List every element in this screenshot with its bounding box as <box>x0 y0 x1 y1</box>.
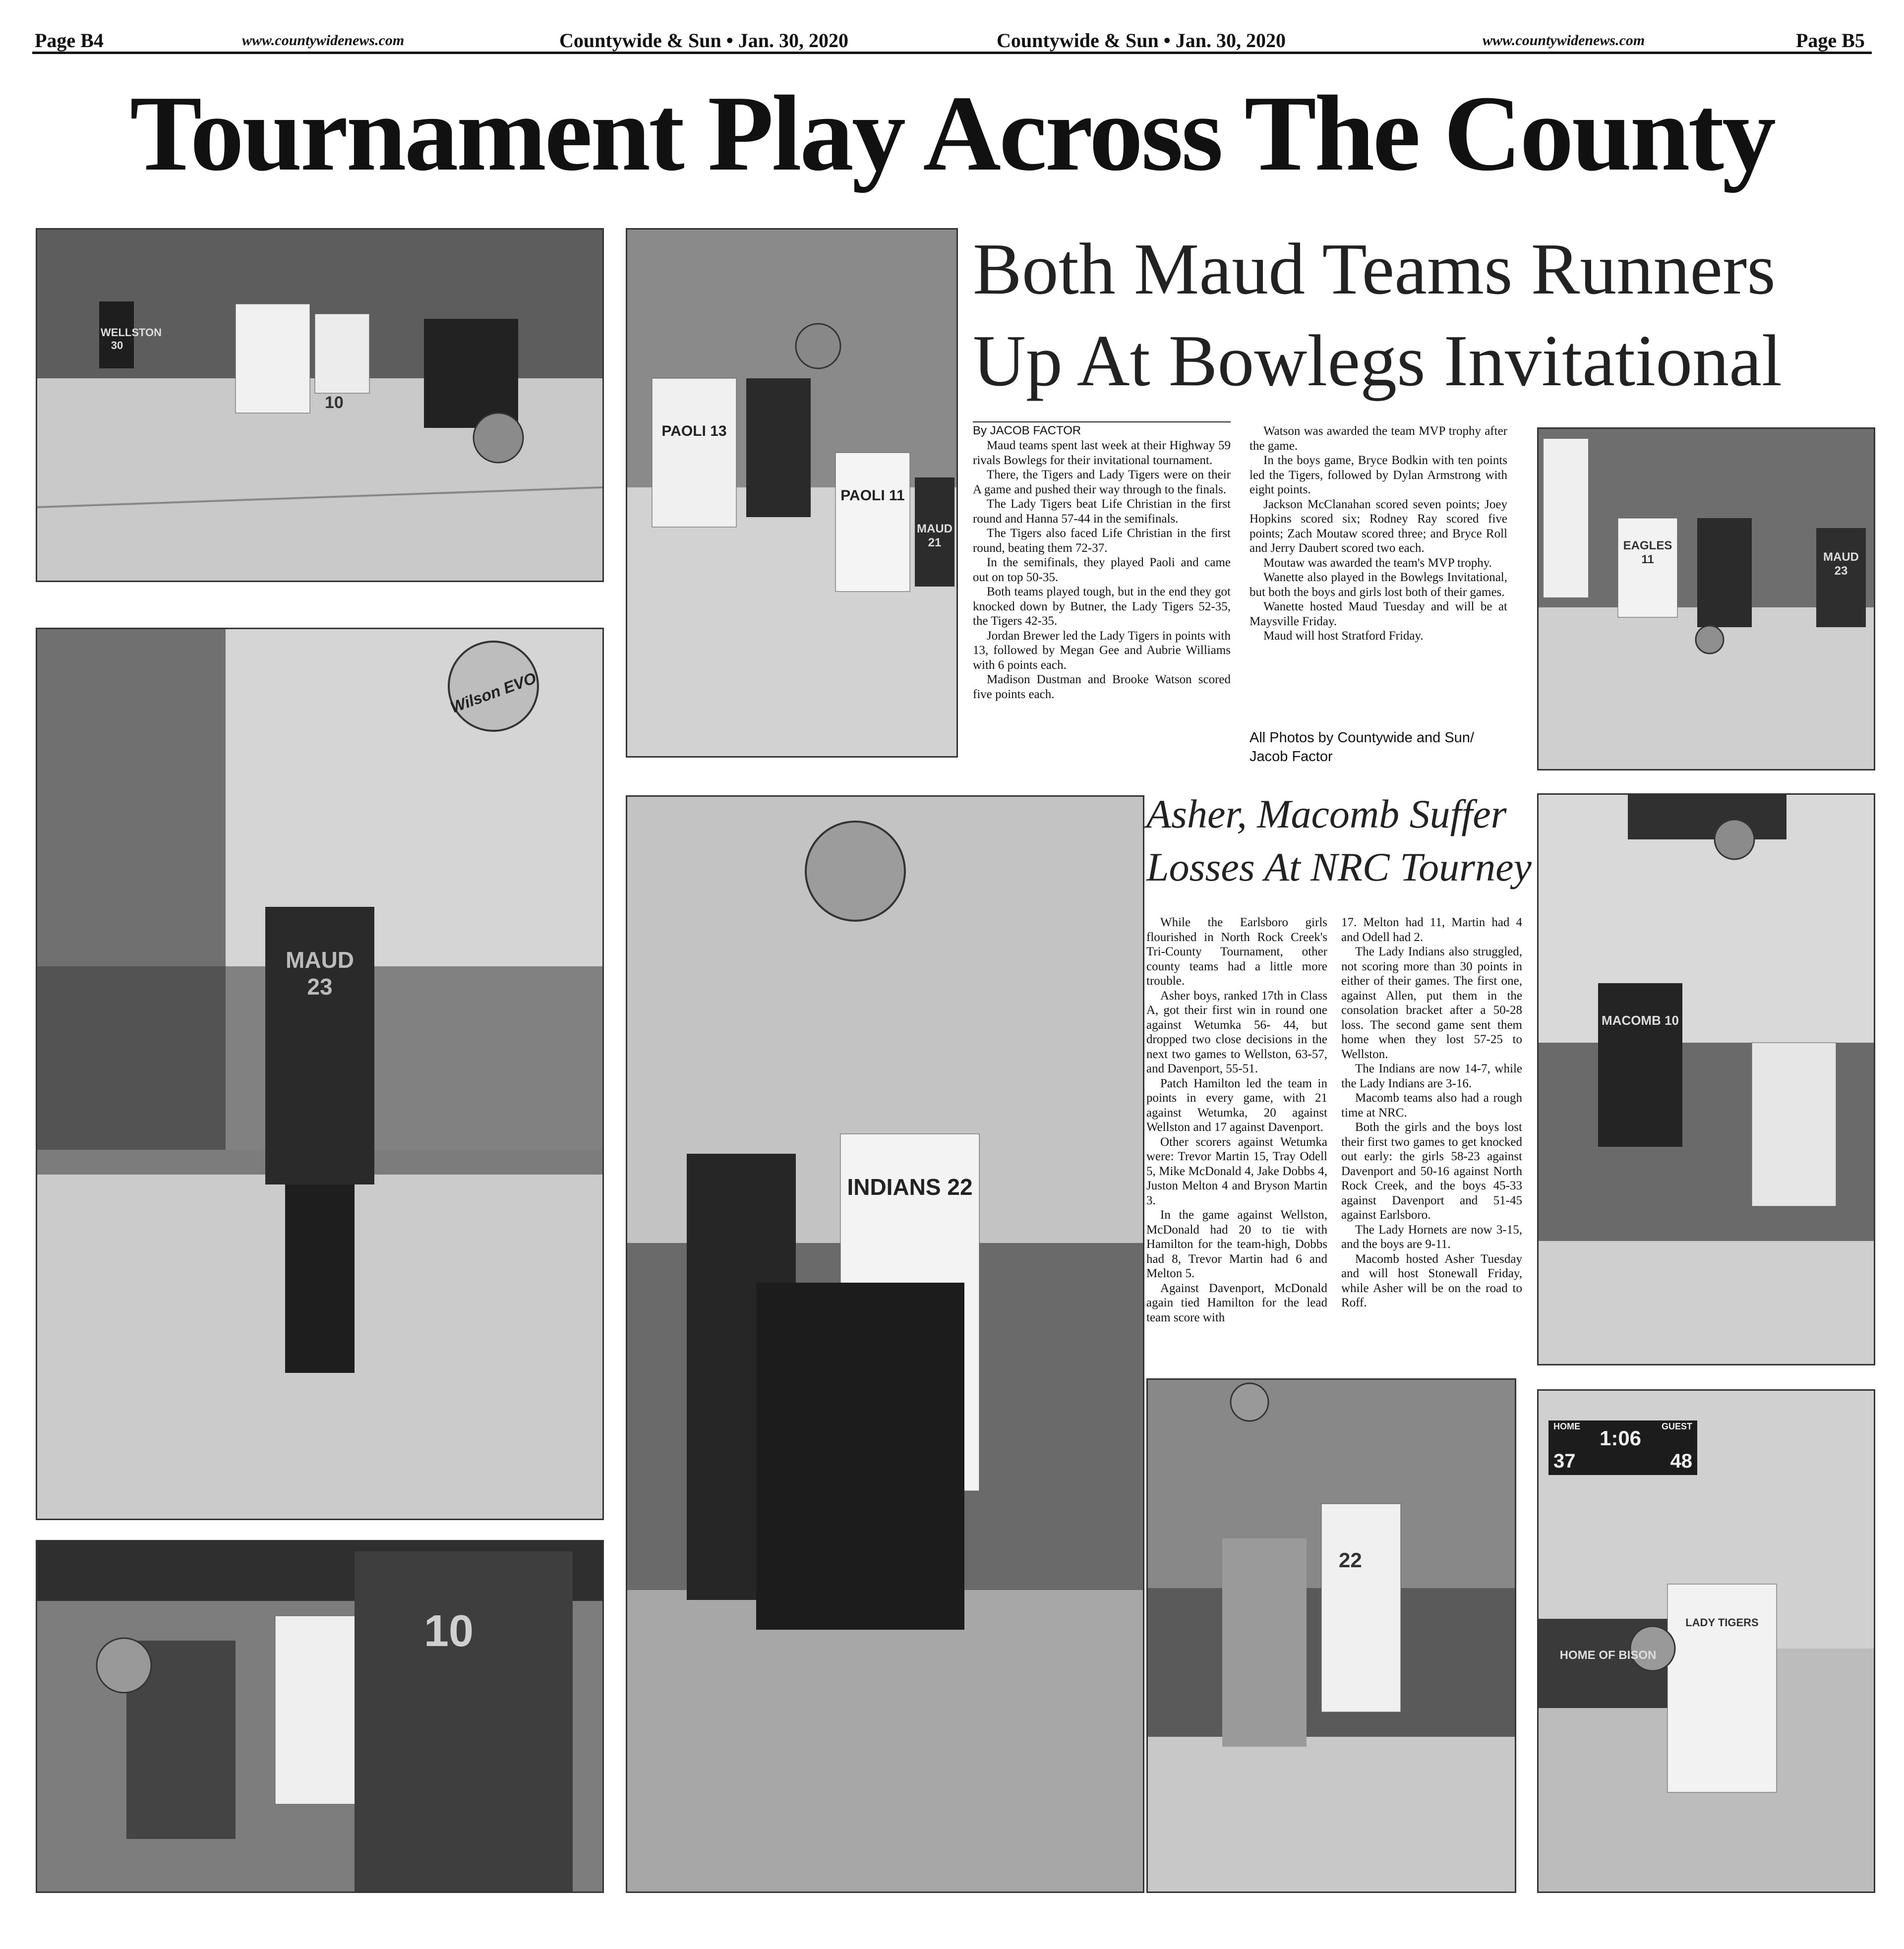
story2-headline-line1: Asher, Macomb Suffer <box>1146 791 1507 836</box>
photo-boys-defense <box>36 228 604 582</box>
jersey-number-22: 22 <box>1339 1548 1362 1572</box>
paper-date-left: Countywide & Sun • Jan. 30, 2020 <box>559 29 849 52</box>
story2-col1-para: Asher boys, ranked 17th in Class A, got their first win in round one against Wetumka 56- 44, but dropped two close decisions in the next two games to Wellston, 63-57, and Davenport, 55-51. <box>1146 989 1327 1075</box>
page-number-right: Page B5 <box>1796 29 1865 52</box>
story2-column2 <box>1341 915 1522 1310</box>
story2-col2-para: Macomb teams also had a rough time at NRC. <box>1341 1091 1522 1120</box>
story2-col1-para: In the game against Wellston, McDonald had 20 to tie with Hamilton for the team-high, Dobbs had 8, Trevor Martin had 6 and Melton 5. <box>1146 1208 1327 1280</box>
scoreboard-scores <box>1553 1450 1692 1473</box>
photo-macomb-layup <box>1537 793 1875 1365</box>
website-url-left: www.countywidenews.com <box>242 32 405 49</box>
story2-col2-para: The Lady Indians also struggled, not scoring more than 30 points in either of their games. The first one, against Allen, put them in the consolation bracket after a 50-28 loss. The second game sent them home when they lost 57-25 to Wellston. <box>1341 945 1522 1061</box>
story1-col1-para: Both teams played tough, but in the end they got knocked down by Butner, the Lady Tigers 52-35, the Tigers 42-35. <box>973 585 1231 628</box>
story1-col2-para: Maud will host Stratford Friday. <box>1263 629 1424 643</box>
jersey-number-10: 10 <box>325 393 344 412</box>
story1-col2-para: Wanette also played in the Bowlegs Invitational, but both the boys and girls lost both of their games. <box>1250 571 1507 599</box>
story2-column1 <box>1146 915 1327 1325</box>
scoreboard-guest-score: 48 <box>1670 1450 1692 1472</box>
jersey-paoli-13: PAOLI 13 <box>661 423 727 439</box>
story1-col1-para: Jordan Brewer led the Lady Tigers in points with 13, followed by Megan Gee and Aubrie Williams with 6 points each. <box>973 629 1231 672</box>
photo-lady-tigers <box>1537 1389 1875 1893</box>
story1-col1-para: Madison Dustman and Brooke Watson scored five points each. <box>973 673 1231 701</box>
photo-credit-line1: All Photos by Countywide and Sun/ <box>1250 730 1474 746</box>
story1-col2-para: Jackson McClanahan scored seven points; Joey Hopkins scored six; Rodney Ray scored five points; Zach Moutaw scored three; and Bryce Roll and Jerry Daubert scored two each. <box>1250 497 1507 555</box>
header-rule <box>32 52 1872 54</box>
photo-boys-pass <box>36 1540 604 1893</box>
website-url-right: www.countywidenews.com <box>1483 32 1645 49</box>
paper-date-right: Countywide & Sun • Jan. 30, 2020 <box>997 29 1286 52</box>
story1-col1-para: Maud teams spent last week at their Highway 59 rivals Bowlegs for their invitational tournament. <box>973 439 1231 467</box>
story2-col2-para: Both the girls and the boys lost their first two games to get knocked out early: the girls 58-23 against Davenport and 50-16 against North Rock Creek, and the boys 45-33 against Davenport and 51-45 against Earlsboro. <box>1341 1121 1522 1222</box>
story2-col2-para: The Lady Hornets are now 3-15, and the boys are 9-11. <box>1341 1223 1522 1251</box>
page-number-left: Page B4 <box>35 29 104 52</box>
jersey-maud-23-left: MAUD 23 <box>286 947 354 1000</box>
gym-sign-home-of-bison: HOME OF BISON <box>1559 1649 1657 1662</box>
story2-col1-para: While the Earlsboro girls flourished in North Rock Creek's Tri-County Tournament, other county teams had a little more trouble. <box>1146 916 1327 988</box>
photo-credit-line2: Jacob Factor <box>1250 749 1333 765</box>
photo-girls-eagles <box>1537 427 1875 770</box>
story2-col2-para: Macomb hosted Asher Tuesday and will host Stonewall Friday, while Asher will be on the road to Roff. <box>1341 1252 1522 1309</box>
story1-headline-line1: Both Maud Teams Runners <box>973 229 1776 310</box>
story1-col1-para: The Lady Tigers beat Life Christian in the first round and Hanna 57-44 in the semifinals. <box>973 497 1231 526</box>
page-banner-headline: Tournament Play Across The County <box>129 74 1775 193</box>
byline-rule <box>973 421 1231 422</box>
jersey-macomb-10: MACOMB 10 <box>1601 1013 1679 1028</box>
story1-byline: By JACOB FACTOR <box>973 424 1081 437</box>
story1-headline-line2: Up At Bowlegs Invitational <box>973 320 1782 402</box>
photo-paoli-game <box>626 228 958 758</box>
jersey-eagles-11: EAGLES 11 <box>1623 539 1672 566</box>
story1-col2-para: In the boys game, Bryce Bodkin with ten points led the Tigers, followed by Dylan Armstrong with eight points. <box>1250 454 1507 496</box>
story2-col1-para: Against Davenport, McDonald again tied Hamilton for the lead team score with <box>1146 1281 1327 1324</box>
scoreboard-home-label: HOME <box>1553 1421 1580 1431</box>
story1-col2-para: Watson was awarded the team MVP trophy after the game. <box>1250 424 1507 453</box>
jersey-indians-22: INDIANS 22 <box>847 1174 973 1200</box>
jersey-wellston: WELLSTON 30 <box>101 326 162 352</box>
scoreboard-clock: 1:06 <box>1599 1426 1642 1450</box>
story2-col1-para: Other scorers against Wetumka were: Trevor Martin 15, Tray Odell 5, Mike McDonald 4, Jake Dobbs 4, Juston Melton 4 and Bryson Martin 3. <box>1146 1135 1327 1207</box>
scoreboard-guest-label: GUEST <box>1661 1421 1692 1431</box>
photo-girl-jump-shot <box>36 628 604 1520</box>
story2-col2-para: 17. Melton had 11, Martin had 4 and Odell had 2. <box>1341 916 1522 944</box>
photo-indians-rebound <box>626 795 1144 1893</box>
story1-col1-para: In the semifinals, they played Paoli and came out on top 50-35. <box>973 556 1231 584</box>
story2-headline-line2: Losses At NRC Tourney <box>1146 844 1532 889</box>
story1-col1-para: The Tigers also faced Life Christian in the first round, beating them 72-37. <box>973 527 1231 555</box>
jersey-maud-21: MAUD 21 <box>917 522 952 549</box>
story1-column1 <box>973 438 1231 702</box>
scoreboard-home-score: 37 <box>1553 1450 1576 1472</box>
jersey-paoli-11: PAOLI 11 <box>840 487 905 504</box>
story1-col2-para: Moutaw was awarded the team's MVP trophy. <box>1263 556 1492 570</box>
story1-column2 <box>1250 424 1507 644</box>
jersey-lady-tigers: LADY TIGERS <box>1685 1616 1759 1629</box>
story2-col1-para: Patch Hamilton led the team in points in every game, with 21 against Wetumka, 20 against Wellston and 17 against Davenport. <box>1146 1076 1327 1134</box>
basketball-brand: Wilson EVO <box>448 669 539 716</box>
story1-col2-para: Wanette hosted Maud Tuesday and will be at Maysville Friday. <box>1250 600 1507 628</box>
jersey-maud-23: MAUD 23 <box>1823 550 1859 578</box>
story2-col2-para: The Indians are now 14-7, while the Lady Indians are 3-16. <box>1341 1062 1522 1090</box>
photo-girls-defense <box>1146 1378 1516 1893</box>
story1-col1-para: There, the Tigers and Lady Tigers were on their A game and pushed their way through to the finals. <box>973 468 1231 496</box>
jersey-number-10-bottom: 10 <box>424 1606 474 1656</box>
